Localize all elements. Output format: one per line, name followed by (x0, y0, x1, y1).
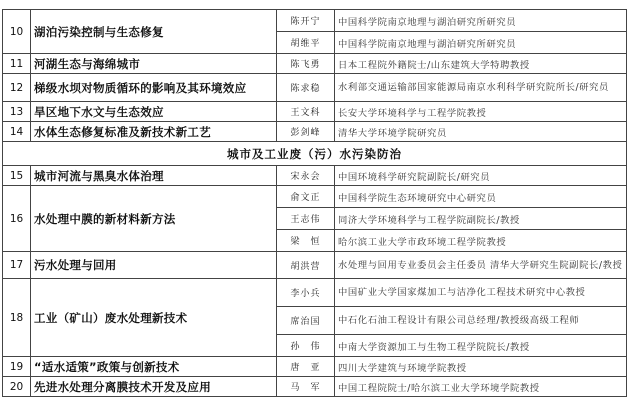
row-number: 15 (3, 166, 31, 186)
section-header-row (3, 142, 627, 166)
expert-affiliation: 中南大学资源加工与生物工程学院院长/教授 (335, 335, 627, 357)
table-row (3, 357, 627, 377)
expert-name: 陈求稳 (277, 74, 335, 102)
table-row (3, 166, 627, 186)
expert-affiliation: 长安大学环境科学与工程学院教授 (335, 102, 627, 122)
row-number: 16 (3, 186, 31, 252)
topic-cell: 旱区地下水文与生态效应 (31, 102, 277, 122)
table-row (3, 122, 627, 142)
expert-name: 唐 亚 (277, 357, 335, 377)
table-row (3, 377, 627, 397)
expert-name: 胡洪营 (277, 252, 335, 279)
expert-affiliation: 中国科学院南京地理与湖泊研究所研究员 (335, 10, 627, 32)
topic-cell: 湖泊污染控制与生态修复 (31, 10, 277, 54)
expert-name: 宋永会 (277, 166, 335, 186)
expert-name: 陈飞勇 (277, 54, 335, 74)
table-row (3, 186, 627, 208)
topic-cell: 工业（矿山）废水处理新技术 (31, 279, 277, 357)
table-row (3, 102, 627, 122)
topic-cell: “适水适策”政策与创新技术 (31, 357, 277, 377)
expert-name: 俞文正 (277, 186, 335, 208)
topic-cell: 城市河流与黑臭水体治理 (31, 166, 277, 186)
expert-name: 李小兵 (277, 279, 335, 307)
row-number: 18 (3, 279, 31, 357)
row-number: 12 (3, 74, 31, 102)
expert-name: 王志伟 (277, 208, 335, 230)
expert-name: 席治国 (277, 307, 335, 335)
row-number: 10 (3, 10, 31, 54)
expert-affiliation: 哈尔滨工业大学市政环境工程学院教授 (335, 230, 627, 252)
row-number: 14 (3, 122, 31, 142)
expert-affiliation: 日本工程院外籍院士/山东建筑大学特聘教授 (335, 54, 627, 74)
topic-cell: 污水处理与回用 (31, 252, 277, 279)
table-row (3, 74, 627, 102)
expert-affiliation: 中国矿业大学国家煤加工与洁净化工程技术研究中心教授 (335, 279, 627, 307)
expert-affiliation: 同济大学环境科学与工程学院副院长/教授 (335, 208, 627, 230)
expert-name: 王文科 (277, 102, 335, 122)
expert-name: 梁 恒 (277, 230, 335, 252)
table-row (3, 54, 627, 74)
expert-affiliation: 中石化石油工程设计有限公司总经理/教授级高级工程师 (335, 307, 627, 335)
expert-name: 彭剑峰 (277, 122, 335, 142)
expert-affiliation: 中国环境科学研究院副院长/研究员 (335, 166, 627, 186)
expert-affiliation: 中国工程院院士/哈尔滨工业大学环境学院教授 (335, 377, 627, 397)
expert-name: 陈开宁 (277, 10, 335, 32)
expert-affiliation: 水处理与回用专业委员会主任委员 清华大学研究生院副院长/教授 (335, 252, 627, 279)
row-number: 13 (3, 102, 31, 122)
topic-cell: 水体生态修复标准及新技术新工艺 (31, 122, 277, 142)
expert-affiliation: 清华大学环境学院研究员 (335, 122, 627, 142)
row-number: 17 (3, 252, 31, 279)
table-row (3, 10, 627, 32)
topic-cell: 先进水处理分离膜技术开发及应用 (31, 377, 277, 397)
expert-affiliation: 中国科学院生态环境研究中心研究员 (335, 186, 627, 208)
expert-table (2, 9, 627, 397)
expert-affiliation: 中国科学院南京地理与湖泊研究所研究员 (335, 32, 627, 54)
section-title: 城市及工业废（污）水污染防治 (3, 142, 627, 166)
expert-name: 孙 伟 (277, 335, 335, 357)
expert-name: 马 军 (277, 377, 335, 397)
expert-name: 胡维平 (277, 32, 335, 54)
row-number: 19 (3, 357, 31, 377)
row-number: 11 (3, 54, 31, 74)
table-row (3, 252, 627, 279)
table-row (3, 279, 627, 307)
expert-affiliation: 四川大学建筑与环境学院教授 (335, 357, 627, 377)
topic-cell: 水处理中膜的新材料新方法 (31, 186, 277, 252)
row-number: 20 (3, 377, 31, 397)
expert-affiliation: 水利部交通运输部国家能源局南京水利科学研究院所长/研究员 (335, 74, 627, 102)
topic-cell: 河湖生态与海绵城市 (31, 54, 277, 74)
topic-cell: 梯级水坝对物质循环的影响及其环境效应 (31, 74, 277, 102)
